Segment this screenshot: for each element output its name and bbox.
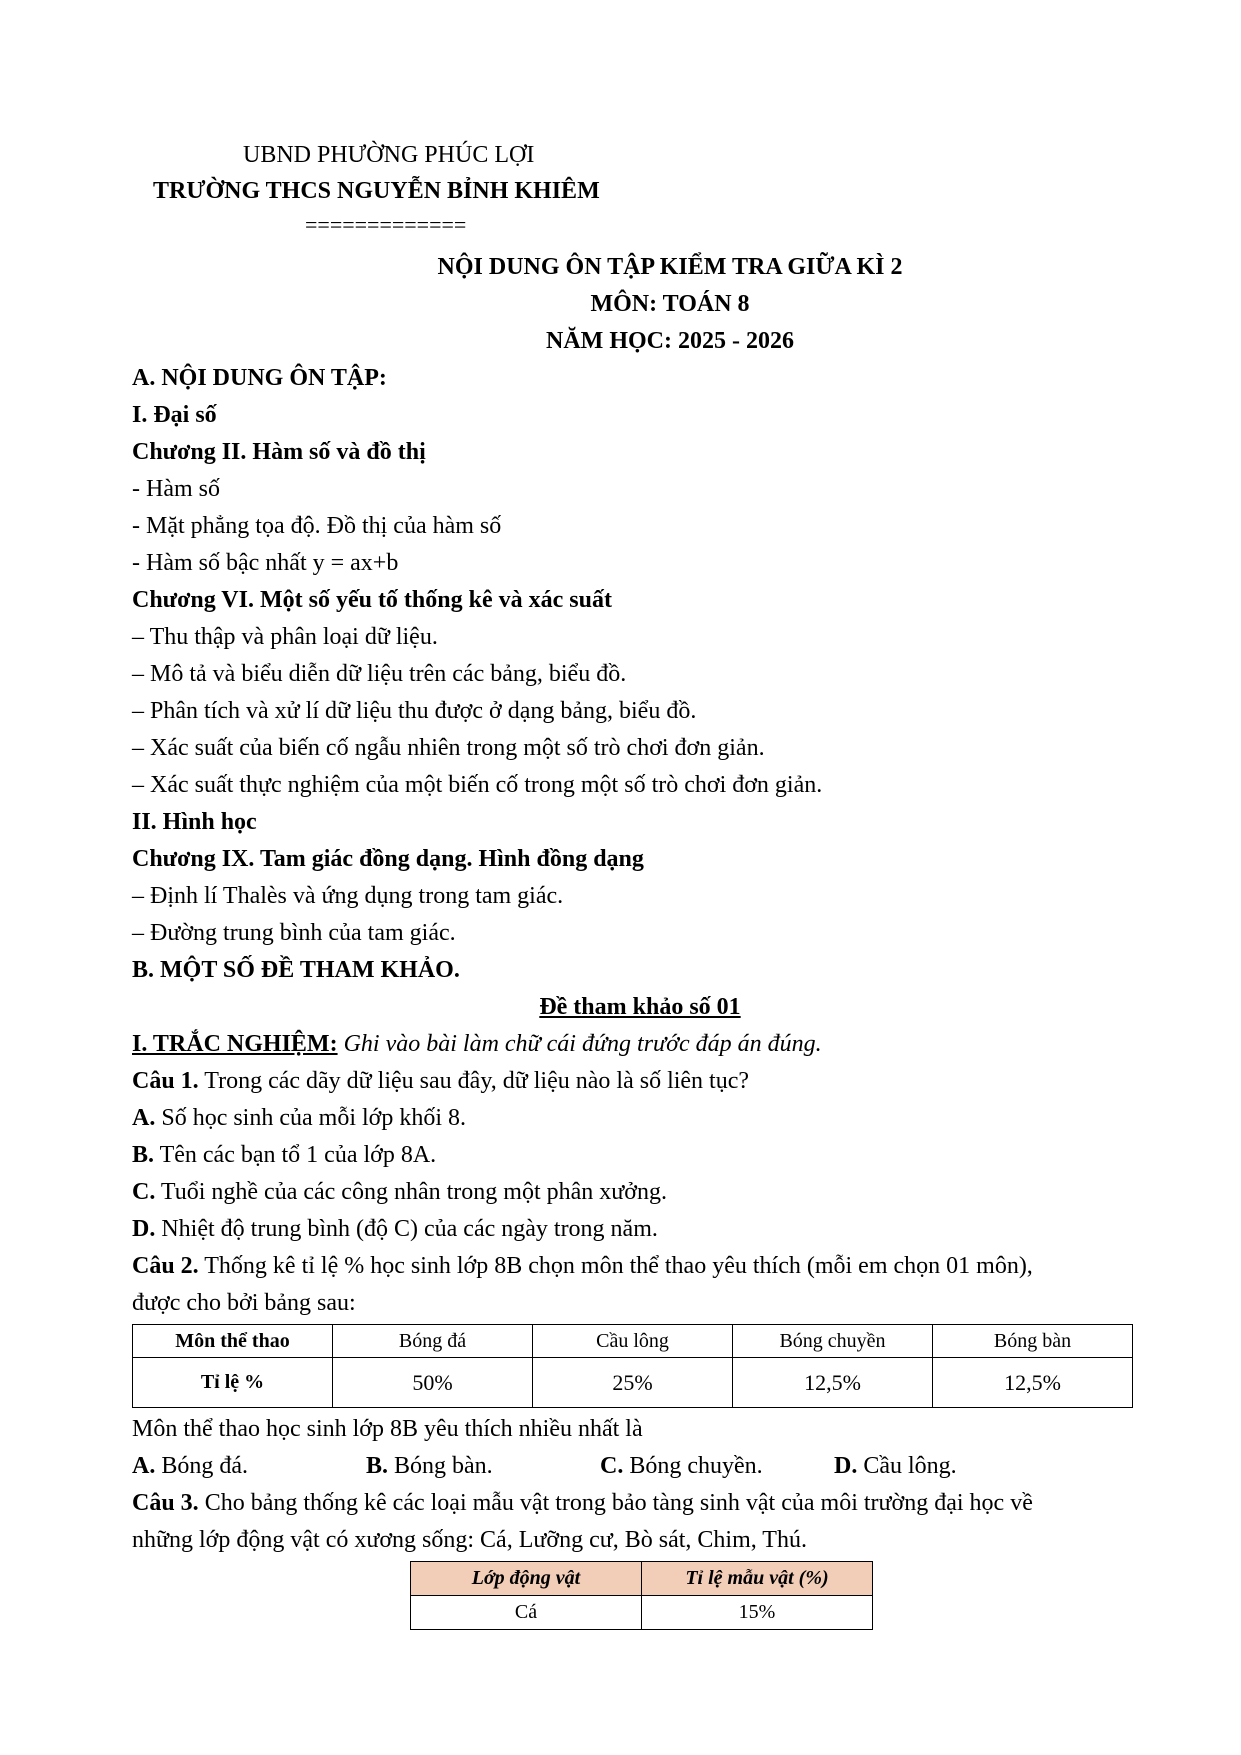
- chapter-2-item: - Mặt phẳng tọa độ. Đồ thị của hàm số: [132, 513, 502, 539]
- question-text: Thống kê tỉ lệ % học sinh lớp 8B chọn môn thể thao yêu thích (mỗi em chọn 01 môn),: [198, 1253, 1033, 1279]
- table-row: [411, 1596, 873, 1630]
- table-cell: Cầu lông: [533, 1325, 733, 1358]
- option-text: Nhiệt độ trung bình (độ C) của các ngày trong năm.: [155, 1216, 658, 1242]
- header-divider: =============: [305, 212, 467, 237]
- part-label: I. TRẮC NGHIỆM:: [132, 1031, 338, 1057]
- option-text: Tuổi nghề của các công nhân trong một phân xưởng.: [155, 1179, 667, 1205]
- q2-option-c: [600, 1451, 763, 1481]
- chapter-6-item: – Mô tả và biểu diễn dữ liệu trên các bảng, biểu đồ.: [132, 661, 627, 687]
- chapter-6-heading: Chương VI. Một số yếu tố thống kê và xác suất: [132, 587, 612, 613]
- table-header-row: [133, 1325, 1133, 1358]
- chapter-2-item: - Hàm số: [132, 476, 220, 502]
- question-text: Trong các dãy dữ liệu sau đây, dữ liệu nào là số liên tục?: [198, 1068, 750, 1094]
- question-label: Câu 3.: [132, 1490, 199, 1516]
- table-cell: 50%: [333, 1358, 533, 1408]
- option-text: Cầu lông.: [857, 1453, 957, 1479]
- q1-option-a: [132, 1103, 466, 1133]
- table-cell: Bóng bàn: [933, 1325, 1133, 1358]
- instruction-text: Ghi vào bài làm chữ cái đứng trước đáp án đúng.: [337, 1031, 822, 1057]
- option-text: Bóng chuyền.: [623, 1453, 763, 1479]
- table-cell: 25%: [533, 1358, 733, 1408]
- section-a-heading: A. NỘI DUNG ÔN TẬP:: [132, 365, 387, 391]
- option-text: Số học sinh của mỗi lớp khối 8.: [155, 1105, 467, 1131]
- chapter-2-item: - Hàm số bậc nhất y = ax+b: [132, 550, 399, 576]
- table-cell: Bóng đá: [333, 1325, 533, 1358]
- question-label: Câu 2.: [132, 1253, 199, 1279]
- option-key: A.: [132, 1453, 156, 1479]
- q1-option-d: [132, 1214, 658, 1244]
- table-cell: Tỉ lệ mẫu vật (%): [642, 1562, 873, 1596]
- authority-name: UBND PHƯỜNG PHÚC LỢI: [243, 142, 535, 168]
- option-key: C.: [132, 1179, 156, 1205]
- question-1: [132, 1066, 749, 1096]
- q2-option-d: [834, 1451, 957, 1481]
- question-3-continued: những lớp động vật có xương sống: Cá, Lưỡng cư, Bò sát, Chim, Thú.: [132, 1527, 807, 1553]
- table-cell: Môn thể thao: [133, 1325, 333, 1358]
- option-key: A.: [132, 1105, 156, 1131]
- question-2-continued: được cho bởi bảng sau:: [132, 1290, 356, 1316]
- part-algebra-heading: I. Đại số: [132, 402, 217, 428]
- option-key: B.: [132, 1142, 155, 1168]
- sports-preference-table: [132, 1324, 1133, 1408]
- doc-title-subject: MÔN: TOÁN 8: [590, 291, 750, 317]
- option-text: Bóng bàn.: [388, 1453, 493, 1479]
- option-text: Bóng đá.: [155, 1453, 249, 1479]
- exam-title: Đề tham khảo số 01: [539, 994, 741, 1020]
- section-b-heading: B. MỘT SỐ ĐỀ THAM KHẢO.: [132, 957, 460, 983]
- table-row: [133, 1358, 1133, 1408]
- multiple-choice-instruction: [132, 1029, 822, 1059]
- chapter-9-item: – Đường trung bình của tam giác.: [132, 920, 456, 946]
- table-cell: Lớp động vật: [411, 1562, 642, 1596]
- question-text: Cho bảng thống kê các loại mẫu vật trong bảo tàng sinh vật của môi trường đại học về: [198, 1490, 1033, 1516]
- doc-title-line1: NỘI DUNG ÔN TẬP KIỂM TRA GIỮA KÌ 2: [437, 254, 903, 280]
- question-2-prompt: Môn thể thao học sinh lớp 8B yêu thích nhiều nhất là: [132, 1416, 643, 1442]
- table-cell: 15%: [642, 1596, 873, 1630]
- q2-option-b: [366, 1451, 493, 1481]
- option-key: D.: [834, 1453, 858, 1479]
- table-cell: Bóng chuyền: [733, 1325, 933, 1358]
- table-cell: Cá: [411, 1596, 642, 1630]
- chapter-6-item: – Thu thập và phân loại dữ liệu.: [132, 624, 438, 650]
- q2-option-a: [132, 1451, 248, 1481]
- chapter-6-item: – Xác suất của biến cố ngẫu nhiên trong một số trò chơi đơn giản.: [132, 735, 765, 761]
- chapter-2-heading: Chương II. Hàm số và đồ thị: [132, 439, 426, 465]
- chapter-6-item: – Xác suất thực nghiệm của một biến cố trong một số trò chơi đơn giản.: [132, 772, 823, 798]
- option-key: C.: [600, 1453, 624, 1479]
- option-key: B.: [366, 1453, 389, 1479]
- chapter-6-item: – Phân tích và xử lí dữ liệu thu được ở dạng bảng, biểu đồ.: [132, 698, 697, 724]
- doc-title-year: NĂM HỌC: 2025 - 2026: [546, 328, 794, 354]
- chapter-9-item: – Định lí Thalès và ứng dụng trong tam giác.: [132, 883, 564, 909]
- table-cell: 12,5%: [733, 1358, 933, 1408]
- question-3: [132, 1488, 1033, 1518]
- q1-option-b: [132, 1140, 436, 1170]
- q1-option-c: [132, 1177, 667, 1207]
- table-cell: 12,5%: [933, 1358, 1133, 1408]
- specimen-table: [410, 1561, 873, 1630]
- option-text: Tên các bạn tổ 1 của lớp 8A.: [154, 1142, 437, 1168]
- school-name: TRƯỜNG THCS NGUYỄN BỈNH KHIÊM: [153, 178, 600, 204]
- question-label: Câu 1.: [132, 1068, 199, 1094]
- part-geometry-heading: II. Hình học: [132, 809, 257, 835]
- table-header-row: [411, 1562, 873, 1596]
- option-key: D.: [132, 1216, 156, 1242]
- chapter-9-heading: Chương IX. Tam giác đồng dạng. Hình đồng dạng: [132, 846, 644, 872]
- question-2: [132, 1251, 1033, 1281]
- table-cell: Tỉ lệ %: [133, 1358, 333, 1408]
